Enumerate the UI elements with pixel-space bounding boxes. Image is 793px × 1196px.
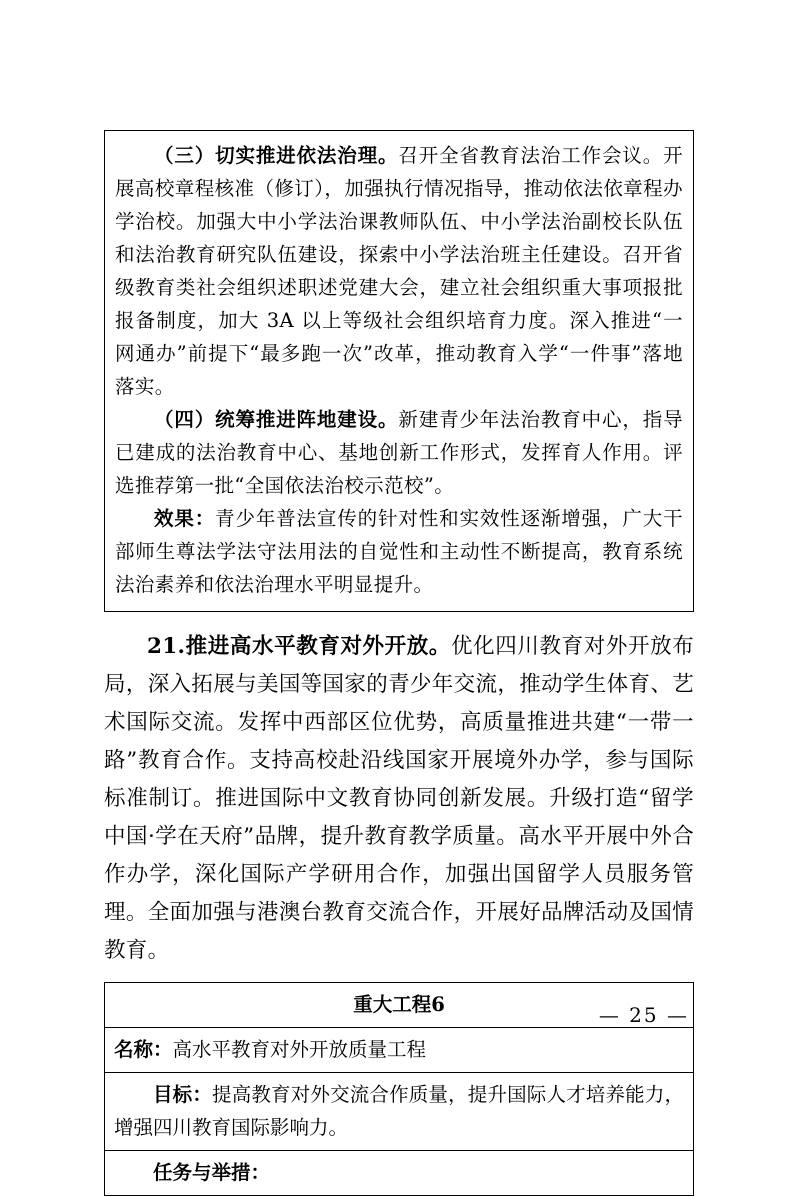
table-row xyxy=(105,1028,694,1073)
boxed-paragraph-1-text: 召开全省教育法治工作会议。开展高校章程核准（修订），加强执行情况指导，推动依法依章程办学治校。加强大中小学法治课教师队伍、中小学法治副校长队伍和法治教育研究队伍建设，探索中小学法治班主任建设。召开省级教育类社会组织述职述党建大会，建立社会组织重大事项报批报备制度，加大 3A 以上等级社会组织培育力度。深入推进“一网通办”前提下“最多跑一次”改革，推动教育入学“一件事”落地落实。 xyxy=(115,144,683,398)
boxed-paragraph-3-lead: 效果： xyxy=(154,507,216,530)
page-number: — 25 — xyxy=(598,1003,689,1027)
engineering-table-goal-label: 目标： xyxy=(153,1083,213,1106)
body-paragraph-lead: 21.推进高水平教育对外开放。 xyxy=(147,634,452,659)
table-row xyxy=(105,1073,694,1151)
engineering-table-name-value: 高水平教育对外开放质量工程 xyxy=(172,1038,427,1061)
boxed-paragraph-2 xyxy=(115,403,683,502)
engineering-table-tasks-label: 任务与举措： xyxy=(153,1161,271,1184)
body-paragraph-text: 优化四川教育对外开放布局，深入拓展与美国等国家的青少年交流，推动学生体育、艺术国际交流。发挥中西部区位优势，高质量推进共建“一带一路”教育合作。支持高校赴沿线国家开展境外办学，参与国际标准制订。推进国际中文教育协同创新发展。升级打造“留学中国·学在天府”品牌，提升教育教学质量。高水平开展中外合作办学，深化国际产学研用合作，加强出国留学人员服务管理。全面加强与港澳台教育交流合作，开展好品牌活动及国情教育。 xyxy=(104,634,694,963)
engineering-table-name-label: 名称： xyxy=(114,1038,173,1061)
engineering-table-tasks-row xyxy=(105,1151,694,1196)
engineering-table-name-row xyxy=(105,1028,694,1073)
engineering-table-title: 重大工程6 xyxy=(105,983,694,1028)
engineering-table-goal-row xyxy=(105,1073,694,1151)
page-content xyxy=(104,130,694,1196)
table-row xyxy=(105,1151,694,1196)
boxed-paragraph-1-lead: （三）切实推进依法治理。 xyxy=(154,144,399,167)
boxed-section xyxy=(104,130,694,612)
boxed-paragraph-2-text: 新建青少年法治教育中心，指导已建成的法治教育中心、基地创新工作形式，发挥育人作用。评选推荐第一批“全国依法治校示范校”。 xyxy=(115,408,683,497)
boxed-paragraph-3-text: 青少年普法宣传的针对性和实效性逐渐增强，广大干部师生尊法学法守法用法的自觉性和主动性不断提高，教育系统法治素养和依法治理水平明显提升。 xyxy=(115,507,683,596)
boxed-paragraph-2-lead: （四）统筹推进阵地建设。 xyxy=(154,408,399,431)
boxed-paragraph-1 xyxy=(115,139,683,403)
body-paragraph xyxy=(104,628,694,970)
engineering-table-goal-value: 提高教育对外交流合作质量，提升国际人才培养能力，增强四川教育国际影响力。 xyxy=(114,1083,684,1139)
boxed-paragraph-3 xyxy=(115,502,683,601)
